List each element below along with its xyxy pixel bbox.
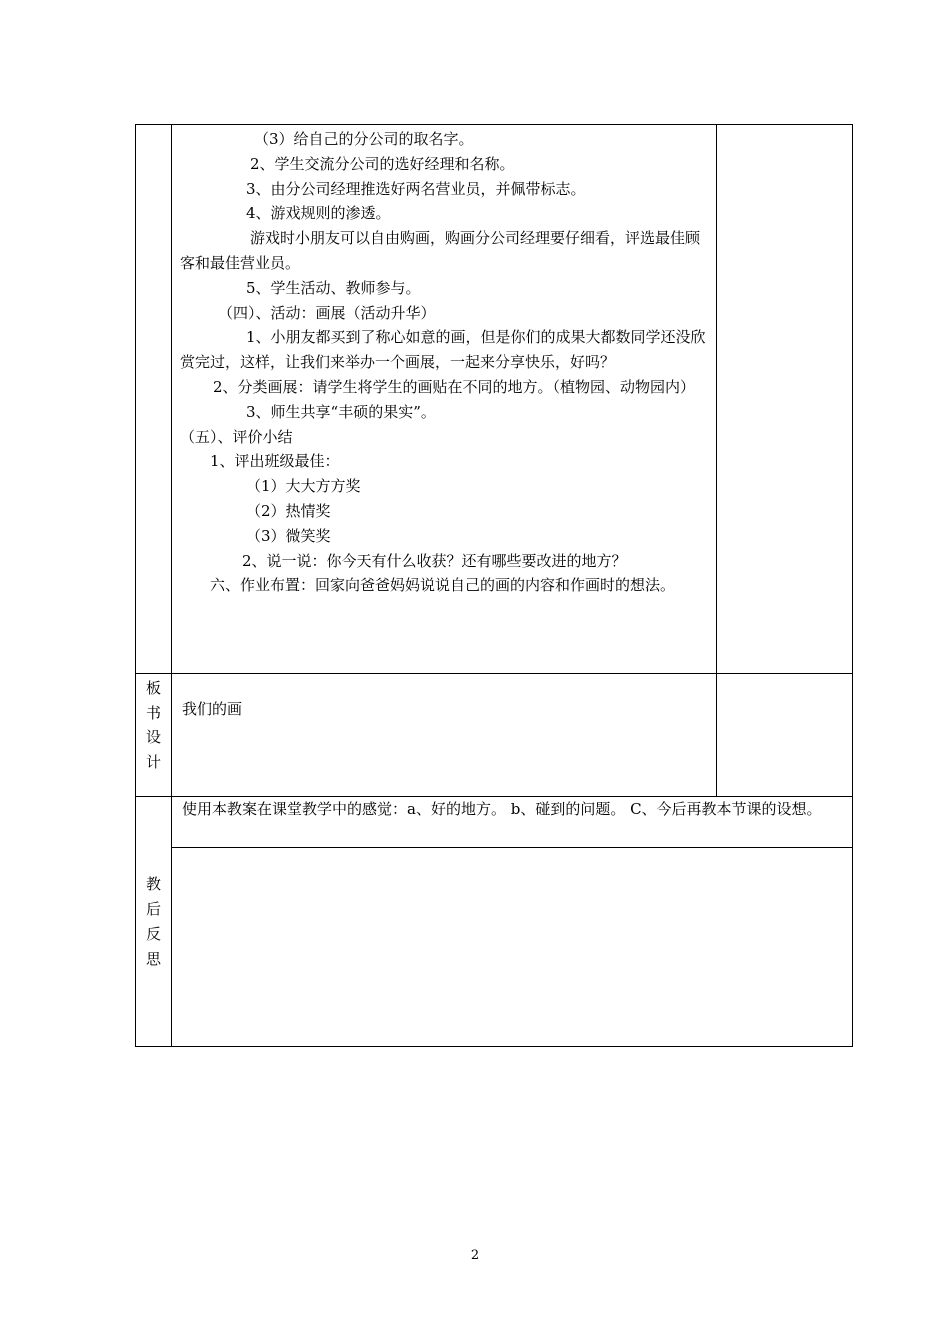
process-row	[136, 125, 853, 674]
reflection-answer-cell[interactable]	[172, 848, 853, 1047]
reflection-answer-row	[136, 848, 853, 1047]
content-line: 4、游戏规则的渗透。	[246, 204, 391, 223]
content-line: （1）大大方方奖	[246, 477, 361, 496]
board-label-char: 书	[145, 703, 161, 722]
content-line: 2、说一说：你今天有什么收获？还有哪些要改进的地方？	[242, 551, 627, 570]
content-line: 2、分类画展：请学生将学生的画贴在不同的地方。（植物园、动物园内）	[213, 377, 696, 396]
content-line: 六、作业布置：回家向爸爸妈妈说说自己的画的内容和作画时的想法。	[210, 576, 676, 595]
content-line: 1、评出班级最佳：	[210, 452, 340, 471]
content-line: （五）、评价小结	[180, 427, 293, 446]
board-notes-cell	[717, 674, 853, 797]
reflection-label-char: 教	[145, 874, 161, 893]
reflection-label	[136, 797, 172, 1047]
reflection-label-char: 思	[145, 949, 161, 968]
content-line: （3）微笑奖	[246, 526, 331, 545]
content-line: 5、学生活动、教师参与。	[246, 278, 421, 297]
content-line: 2、学生交流分公司的选好经理和名称。	[250, 154, 515, 173]
process-notes-cell	[717, 125, 853, 674]
reflection-prompt-row	[136, 797, 853, 848]
reflection-prompt: 使用本教案在课堂教学中的感觉：a、好的地方。 b、碰到的问题。 C、今后再教本节课的设想。	[182, 800, 822, 818]
content-line: （2）热情奖	[246, 501, 331, 520]
board-label-char: 设	[145, 728, 161, 746]
content-line: 3、由分公司经理推选好两名营业员，并佩带标志。	[246, 179, 586, 198]
content-line: （四）、活动：画展（活动升华）	[218, 303, 436, 322]
reflection-label-char: 反	[145, 924, 161, 943]
board-label-char: 板	[145, 679, 161, 697]
board-label-char: 计	[145, 752, 161, 771]
page-number: 2	[470, 1248, 480, 1263]
board-design-content	[172, 674, 717, 797]
content-line: 3、师生共享“丰硕的果实”。	[246, 402, 436, 421]
reflection-prompt-cell	[172, 797, 853, 848]
process-content	[180, 127, 710, 598]
board-design-label	[136, 674, 172, 797]
board-design-row	[136, 674, 853, 797]
process-content-cell	[172, 125, 717, 674]
board-design-text: 我们的画	[182, 700, 243, 718]
content-line: （3）给自己的分公司的取名字。	[254, 130, 474, 148]
content-line: 1、小朋友都买到了称心如意的画，但是你们的成果大都数同学还没欣赏完过，这样，让我们来举办一个画展，一起来分享快乐，好吗？	[180, 328, 706, 372]
reflection-label-char: 后	[145, 899, 161, 918]
process-label-cell	[136, 125, 172, 674]
lesson-plan-table	[135, 124, 853, 1047]
content-line: 游戏时小朋友可以自由购画，购画分公司经理要仔细看，评选最佳顾客和最佳营业员。	[180, 229, 701, 272]
